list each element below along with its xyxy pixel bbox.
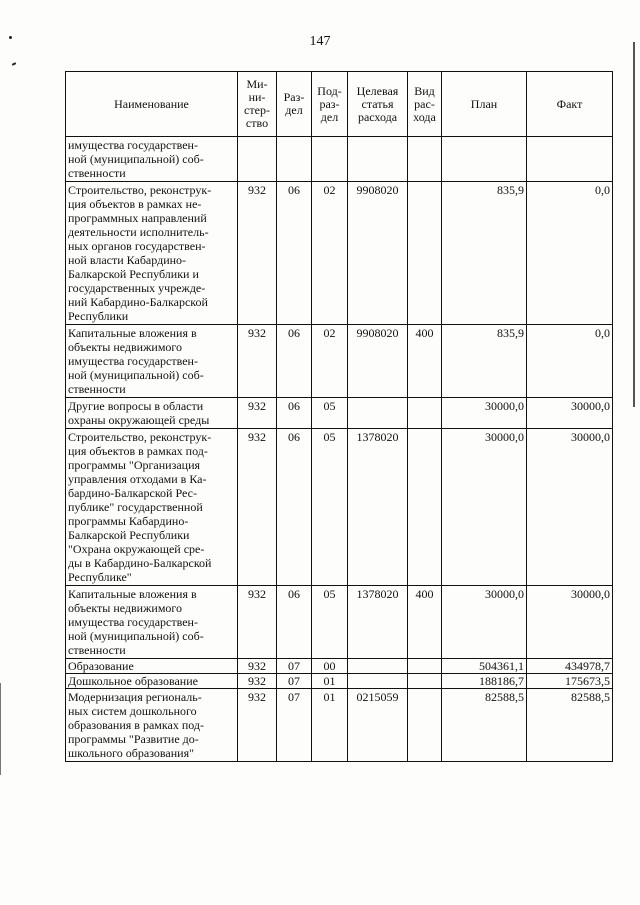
cell-fact: 30000,0 <box>527 398 613 429</box>
cell-ministry: 932 <box>238 429 277 586</box>
table-row <box>66 674 613 689</box>
cell-target: 1378020 <box>348 586 408 659</box>
cell-plan: 188186,7 <box>442 674 527 689</box>
cell-plan: 30000,0 <box>442 429 527 586</box>
cell-subsection: 01 <box>312 689 348 762</box>
table-row <box>66 586 613 659</box>
cell-fact: 434978,7 <box>527 659 613 674</box>
cell-plan: 82588,5 <box>442 689 527 762</box>
table-row <box>66 689 613 762</box>
header-name: Наименование <box>66 72 238 137</box>
cell-plan: 30000,0 <box>442 398 527 429</box>
table-body <box>66 137 613 762</box>
cell-ministry: 932 <box>238 674 277 689</box>
cell-expense-type <box>408 429 442 586</box>
cell-section: 06 <box>277 586 312 659</box>
scan-speck <box>12 62 16 66</box>
cell-name: Капитальные вложения в объекты недвижимого имущества государствен- ной (муниципальной) соб- ственности <box>66 586 238 659</box>
table-row <box>66 429 613 586</box>
cell-plan: 835,9 <box>442 325 527 398</box>
cell-expense-type <box>408 689 442 762</box>
cell-ministry: 932 <box>238 182 277 325</box>
cell-ministry: 932 <box>238 398 277 429</box>
budget-table <box>65 71 613 762</box>
cell-subsection: 05 <box>312 586 348 659</box>
cell-plan: 835,9 <box>442 182 527 325</box>
cell-expense-type: 400 <box>408 586 442 659</box>
cell-target <box>348 137 408 182</box>
cell-subsection: 05 <box>312 429 348 586</box>
cell-subsection: 01 <box>312 674 348 689</box>
cell-fact: 82588,5 <box>527 689 613 762</box>
cell-subsection: 05 <box>312 398 348 429</box>
scan-edge-line <box>0 683 1 775</box>
cell-target: 9908020 <box>348 182 408 325</box>
cell-expense-type: 400 <box>408 325 442 398</box>
cell-target <box>348 674 408 689</box>
cell-name: Дошкольное образование <box>66 674 238 689</box>
header-plan: План <box>442 72 527 137</box>
cell-section <box>277 137 312 182</box>
cell-fact: 30000,0 <box>527 586 613 659</box>
cell-expense-type <box>408 398 442 429</box>
cell-name: Строительство, реконструк- ция объектов в рамках под- программы "Организация управления отходами в Ка- бардино-Балкарской Рес- публике" государственной программы Кабардино- Балкарской Республики "Охрана окружающей сре- ды в Кабардино-Балкарской Республике" <box>66 429 238 586</box>
cell-name: Модернизация региональ- ных систем дошкольного образования в рамках под- программы "Развитие до- школьного образования" <box>66 689 238 762</box>
cell-fact: 0,0 <box>527 325 613 398</box>
cell-expense-type <box>408 674 442 689</box>
cell-target <box>348 398 408 429</box>
cell-section: 06 <box>277 398 312 429</box>
page-number: 147 <box>309 34 331 49</box>
cell-name: Другие вопросы в области охраны окружающей среды <box>66 398 238 429</box>
table-row <box>66 659 613 674</box>
header-ministry: Ми- ни- стер- ство <box>238 72 277 137</box>
cell-plan <box>442 137 527 182</box>
cell-fact <box>527 137 613 182</box>
cell-section: 06 <box>277 182 312 325</box>
header-section: Раз- дел <box>277 72 312 137</box>
cell-expense-type <box>408 137 442 182</box>
cell-name: Капитальные вложения в объекты недвижимого имущества государствен- ной (муниципальной) соб- ственности <box>66 325 238 398</box>
cell-target: 1378020 <box>348 429 408 586</box>
header-subsection: Под- раз- дел <box>312 72 348 137</box>
cell-subsection <box>312 137 348 182</box>
cell-expense-type <box>408 182 442 325</box>
cell-expense-type <box>408 659 442 674</box>
table-row <box>66 398 613 429</box>
cell-name: Образование <box>66 659 238 674</box>
table-header-row <box>66 72 613 137</box>
cell-subsection: 00 <box>312 659 348 674</box>
cell-subsection: 02 <box>312 325 348 398</box>
cell-target: 9908020 <box>348 325 408 398</box>
cell-section: 07 <box>277 659 312 674</box>
header-fact: Факт <box>527 72 613 137</box>
cell-plan: 504361,1 <box>442 659 527 674</box>
cell-ministry: 932 <box>238 586 277 659</box>
cell-fact: 175673,5 <box>527 674 613 689</box>
table-row <box>66 325 613 398</box>
cell-name: Строительство, реконструк- ция объектов в рамках не- программных направлений деятельности исполнитель- ных органов государствен- ной власти Кабардино- Балкарской Республики и государственных учрежде- ний Кабардино-Балкарской Республики <box>66 182 238 325</box>
cell-target: 0215059 <box>348 689 408 762</box>
cell-ministry: 932 <box>238 325 277 398</box>
cell-plan: 30000,0 <box>442 586 527 659</box>
cell-ministry <box>238 137 277 182</box>
cell-section: 07 <box>277 674 312 689</box>
cell-subsection: 02 <box>312 182 348 325</box>
cell-section: 06 <box>277 325 312 398</box>
header-target: Целевая статья расхода <box>348 72 408 137</box>
cell-fact: 30000,0 <box>527 429 613 586</box>
table-row <box>66 182 613 325</box>
table-row <box>66 137 613 182</box>
cell-target <box>348 659 408 674</box>
cell-ministry: 932 <box>238 689 277 762</box>
header-expense-type: Вид рас- хода <box>408 72 442 137</box>
cell-name: имущества государствен- ной (муниципальной) соб- ственности <box>66 137 238 182</box>
cell-ministry: 932 <box>238 659 277 674</box>
cell-section: 07 <box>277 689 312 762</box>
cell-fact: 0,0 <box>527 182 613 325</box>
cell-section: 06 <box>277 429 312 586</box>
scan-edge-line <box>633 42 635 407</box>
